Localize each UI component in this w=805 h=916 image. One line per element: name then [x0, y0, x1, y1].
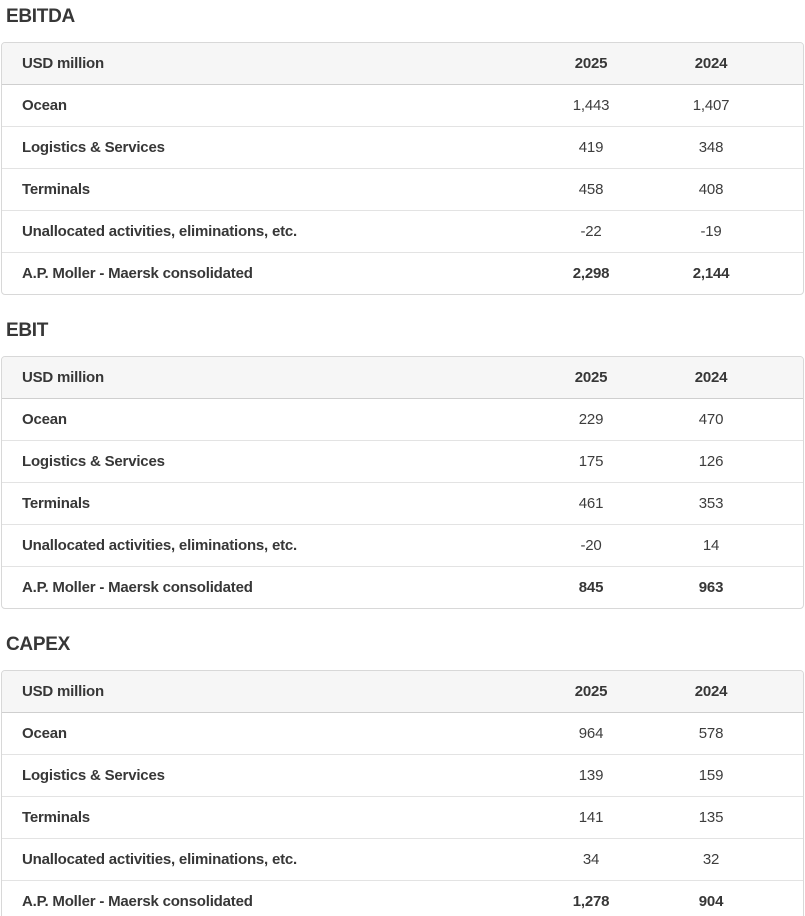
section-ebit [0, 321, 805, 609]
value-2025: 229 [578, 411, 604, 428]
row-label: Ocean [22, 411, 67, 428]
row-label: Terminals [2, 483, 531, 525]
value-2025: 845 [531, 567, 651, 609]
table-header-row [2, 43, 803, 85]
value-2025: 419 [531, 127, 651, 169]
column-header-2025: 2025 [531, 671, 651, 713]
value-2024: 578 [698, 725, 724, 742]
value-2024: 963 [651, 567, 803, 609]
table-row [2, 399, 803, 441]
row-label: Ocean [22, 725, 67, 742]
section-capex [0, 635, 805, 916]
value-2025: 1,443 [572, 97, 610, 114]
row-label: Terminals [2, 797, 531, 839]
table-row [2, 211, 803, 253]
table-row [2, 483, 803, 525]
table-row [2, 169, 803, 211]
value-2025: 175 [531, 441, 651, 483]
section-ebitda [0, 7, 805, 295]
value-2025: 141 [531, 797, 651, 839]
value-2024: 1,407 [692, 97, 730, 114]
row-label: Logistics & Services [2, 441, 531, 483]
capex-table [2, 671, 803, 916]
column-header-usd-million: USD million [2, 43, 531, 85]
value-2025: 1,278 [531, 881, 651, 916]
value-2024: 159 [651, 755, 803, 797]
ebit-table-card [1, 356, 804, 609]
table-row-total [2, 881, 803, 916]
value-2024: 126 [651, 441, 803, 483]
table-header-row [2, 357, 803, 399]
value-2025: 461 [531, 483, 651, 525]
row-label: Logistics & Services [2, 127, 531, 169]
value-2024: 470 [698, 411, 724, 428]
column-header-usd-million: USD million [2, 671, 531, 713]
value-2025: 458 [531, 169, 651, 211]
value-2025: 2,298 [531, 253, 651, 295]
row-label: Terminals [2, 169, 531, 211]
value-2024: 32 [651, 839, 803, 881]
section-title: CAPEX [6, 634, 70, 655]
column-header-usd-million: USD million [2, 357, 531, 399]
row-label: A.P. Moller - Maersk consolidated [2, 567, 531, 609]
table-row [2, 713, 803, 755]
table-row [2, 85, 803, 127]
table-row [2, 839, 803, 881]
ebit-table [2, 357, 803, 608]
value-2024: 14 [651, 525, 803, 567]
value-2024: 904 [651, 881, 803, 916]
value-2024: 353 [651, 483, 803, 525]
value-2024: 408 [651, 169, 803, 211]
table-row-total [2, 253, 803, 295]
row-label: Logistics & Services [2, 755, 531, 797]
column-header-2025: 2025 [531, 357, 651, 399]
row-label: Unallocated activities, eliminations, etc. [2, 211, 531, 253]
table-row [2, 525, 803, 567]
table-row [2, 441, 803, 483]
value-2024: -19 [651, 211, 803, 253]
value-2025: -22 [531, 211, 651, 253]
value-2024: 2,144 [651, 253, 803, 295]
row-label: Ocean [22, 97, 67, 114]
column-header-2024: 2024 [651, 671, 803, 713]
table-row [2, 797, 803, 839]
value-2024: 135 [651, 797, 803, 839]
section-title: EBITDA [6, 6, 75, 27]
financial-results-page [0, 7, 805, 916]
row-label: A.P. Moller - Maersk consolidated [2, 253, 531, 295]
value-2024: 348 [651, 127, 803, 169]
row-label: A.P. Moller - Maersk consolidated [2, 881, 531, 916]
value-2025: 34 [531, 839, 651, 881]
table-header-row [2, 671, 803, 713]
row-label: Unallocated activities, eliminations, etc. [2, 525, 531, 567]
table-row-total [2, 567, 803, 609]
column-header-2024: 2024 [651, 357, 803, 399]
value-2025: -20 [531, 525, 651, 567]
column-header-2025: 2025 [531, 43, 651, 85]
table-row [2, 127, 803, 169]
column-header-2024: 2024 [651, 43, 803, 85]
value-2025: 139 [531, 755, 651, 797]
table-row [2, 755, 803, 797]
row-label: Unallocated activities, eliminations, etc. [2, 839, 531, 881]
value-2025: 964 [578, 725, 604, 742]
ebitda-table [2, 43, 803, 294]
capex-table-card [1, 670, 804, 916]
ebitda-table-card [1, 42, 804, 295]
section-title: EBIT [6, 320, 49, 341]
